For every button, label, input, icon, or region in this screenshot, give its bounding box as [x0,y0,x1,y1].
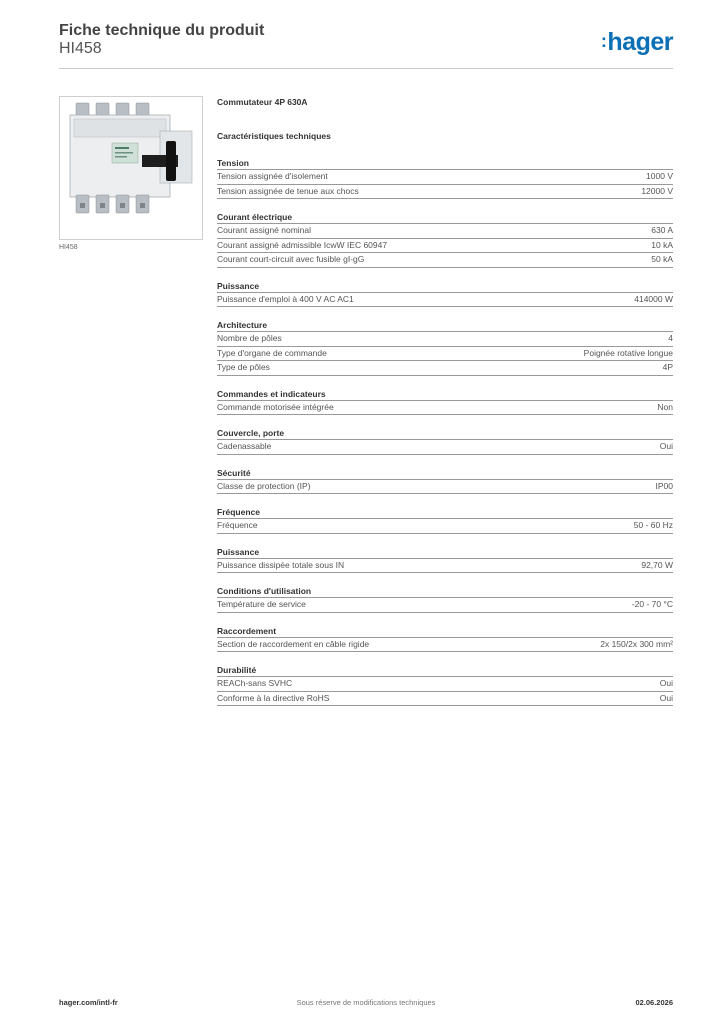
spec-group-title: Conditions d'utilisation [217,585,673,598]
hager-logo: :hager [600,28,673,56]
spec-row [217,239,673,254]
spec-label: Conforme à la directive RoHS [217,692,330,703]
spec-label: Classe de protection (IP) [217,480,311,491]
spec-value: Oui [659,678,673,688]
spec-group-title: Puissance [217,280,673,293]
spec-group-title: Courant électrique [217,211,673,224]
spec-row [217,598,673,613]
product-photo-image [60,97,202,239]
spec-label: Température de service [217,599,306,609]
spec-group [217,388,673,416]
spec-value: Poignée rotative longue [583,347,673,358]
product-specifications [217,96,673,718]
spec-row [217,677,673,692]
spec-group [217,319,673,376]
spec-group [217,625,673,653]
page-footer [59,998,673,1010]
spec-group [217,506,673,534]
spec-label: Courant assigné nominal [217,225,312,235]
spec-row [217,332,673,347]
spec-row [217,480,673,495]
spec-row [217,253,673,268]
product-reference: HI458 [59,40,102,57]
spec-value: Oui [659,441,673,451]
spec-group [217,427,673,455]
spec-group-title: Puissance [217,546,673,559]
spec-label: Tension assignée de tenue aux chocs [217,185,359,196]
logo-text: hager [607,28,673,56]
spec-value: 12000 V [641,185,673,196]
spec-value: Oui [659,692,673,703]
spec-value: 414000 W [634,293,673,304]
footer-notice: Sous réserve de modifications techniques [296,998,436,1007]
spec-group [217,546,673,574]
spec-group [217,585,673,613]
spec-row [217,440,673,455]
spec-row [217,519,673,534]
spec-row [217,347,673,362]
spec-label: Type d'organe de commande [217,347,327,358]
spec-group-title: Couvercle, porte [217,427,673,440]
spec-label: Courant court-circuit avec fusible gI-gG [217,254,365,264]
spec-value: 50 - 60 Hz [633,520,673,530]
spec-row [217,638,673,653]
photo-caption: HI458 [59,244,78,251]
document-title: Fiche technique du produit [59,22,265,39]
spec-value: 92,70 W [641,559,673,570]
spec-value: IP00 [655,480,673,491]
spec-value: 4P [662,362,673,372]
spec-group [217,280,673,308]
spec-label: Tension assignée d'isolement [217,171,328,181]
spec-value: 1000 V [646,171,673,181]
spec-label: Puissance d'emploi à 400 V AC AC1 [217,293,354,304]
page-header [59,20,673,68]
spec-row [217,559,673,574]
spec-row [217,170,673,185]
spec-groups [217,157,673,706]
spec-group-title: Fréquence [217,506,673,519]
spec-row [217,692,673,707]
spec-label: Section de raccordement en câble rigide [217,638,370,649]
section-heading: Caractéristiques techniques [217,131,331,141]
spec-value: 2x 150/2x 300 mm² [600,638,673,649]
spec-label: Puissance dissipée totale sous IN [217,559,345,570]
spec-row [217,224,673,239]
spec-value: 4 [668,333,673,343]
spec-group [217,467,673,495]
header-divider [59,68,673,69]
spec-row [217,401,673,416]
spec-value: 50 kA [651,254,673,264]
spec-label: Cadenassable [217,441,272,451]
spec-label: Nombre de pôles [217,333,282,343]
spec-group-title: Durabilité [217,664,673,677]
spec-value: Non [657,401,673,412]
spec-value: 10 kA [651,239,673,250]
spec-group-title: Raccordement [217,625,673,638]
product-photo [59,96,203,240]
spec-group [217,157,673,199]
spec-group-title: Sécurité [217,467,673,480]
spec-group [217,211,673,268]
spec-label: Fréquence [217,520,258,530]
product-name: Commutateur 4P 630A [217,97,308,107]
spec-group-title: Architecture [217,319,673,332]
spec-row [217,361,673,376]
spec-group-title: Tension [217,157,673,170]
spec-label: Courant assigné admissible IcwW IEC 60947 [217,239,388,250]
spec-label: Type de pôles [217,362,270,372]
spec-label: Commande motorisée intégrée [217,401,334,412]
spec-row [217,293,673,308]
footer-date: 02.06.2026 [635,998,673,1007]
footer-website[interactable]: hager.com/intl-fr [59,998,118,1007]
spec-value: -20 - 70 °C [631,599,673,609]
spec-group [217,664,673,706]
spec-row [217,185,673,200]
spec-group-title: Commandes et indicateurs [217,388,673,401]
spec-value: 630 A [651,225,673,235]
spec-label: REACh-sans SVHC [217,678,293,688]
